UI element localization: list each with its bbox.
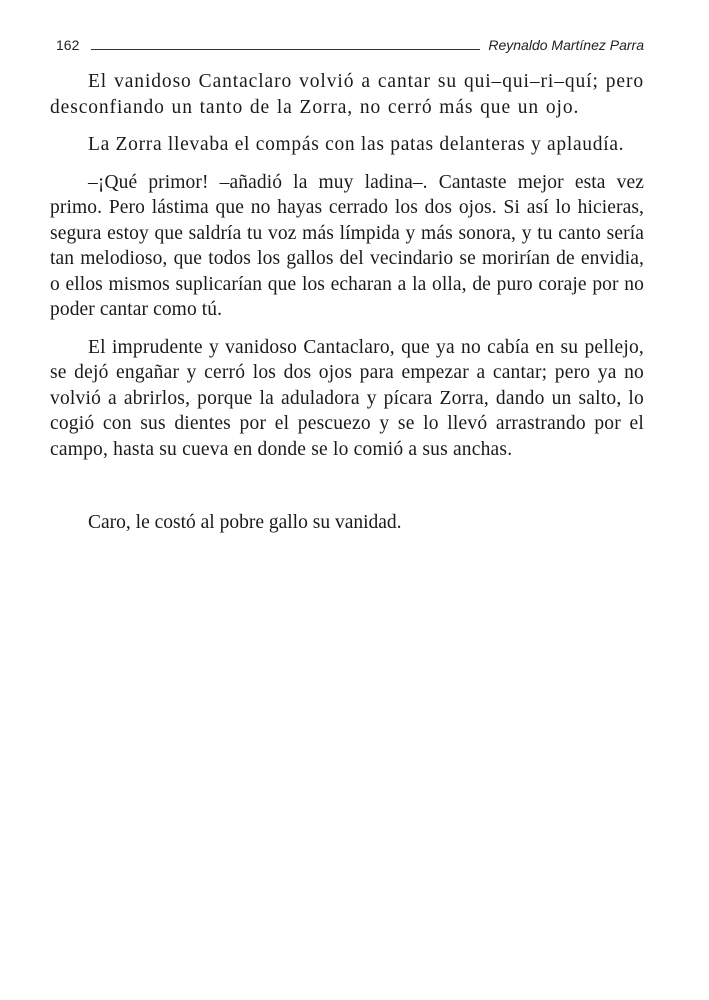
closing-line: Caro, le costó al pobre gallo su vanidad. [88, 512, 402, 533]
paragraph-3: –¡Qué primor! –añadió la muy ladina–. Cantaste mejor esta vez primo. Pero lástima que no hayas cerrado los dos ojos. Si así lo hicieras, segura estoy que saldría tu voz más límpida y más sonora, y tu canto sería tan melodioso, que todos los gallos del vecindario se morirían de envidia, o ellos mismos suplicarían que los echaran a la olla, de puro coraje por no poder cantar como tú. [50, 171, 644, 320]
header-rule [91, 49, 480, 50]
running-title: Reynaldo Martínez Parra [488, 37, 644, 53]
running-header [56, 32, 644, 52]
paragraph-1: El vanidoso Cantaclaro volvió a cantar su qui–qui–ri–quí; pero desconfiando un tanto de la Zorra, no cerró más que un ojo. [50, 71, 644, 118]
body-text [50, 69, 644, 548]
paragraph-2: La Zorra llevaba el compás con las patas delanteras y aplaudía. [88, 134, 625, 155]
page-number: 162 [56, 37, 80, 53]
paragraph-4: El imprudente y vanidoso Cantaclaro, que ya no cabía en su pellejo, se dejó engañar y cerró los dos ojos para empezar a cantar; pero ya no volvió a abrirlos, porque la aduladora y pícara Zorra, dando un salto, lo cogió con sus dientes por el pescuezo y se lo llevó arrastrando por el campo, hasta su cueva en donde se lo comió a sus anchas. [50, 336, 644, 460]
